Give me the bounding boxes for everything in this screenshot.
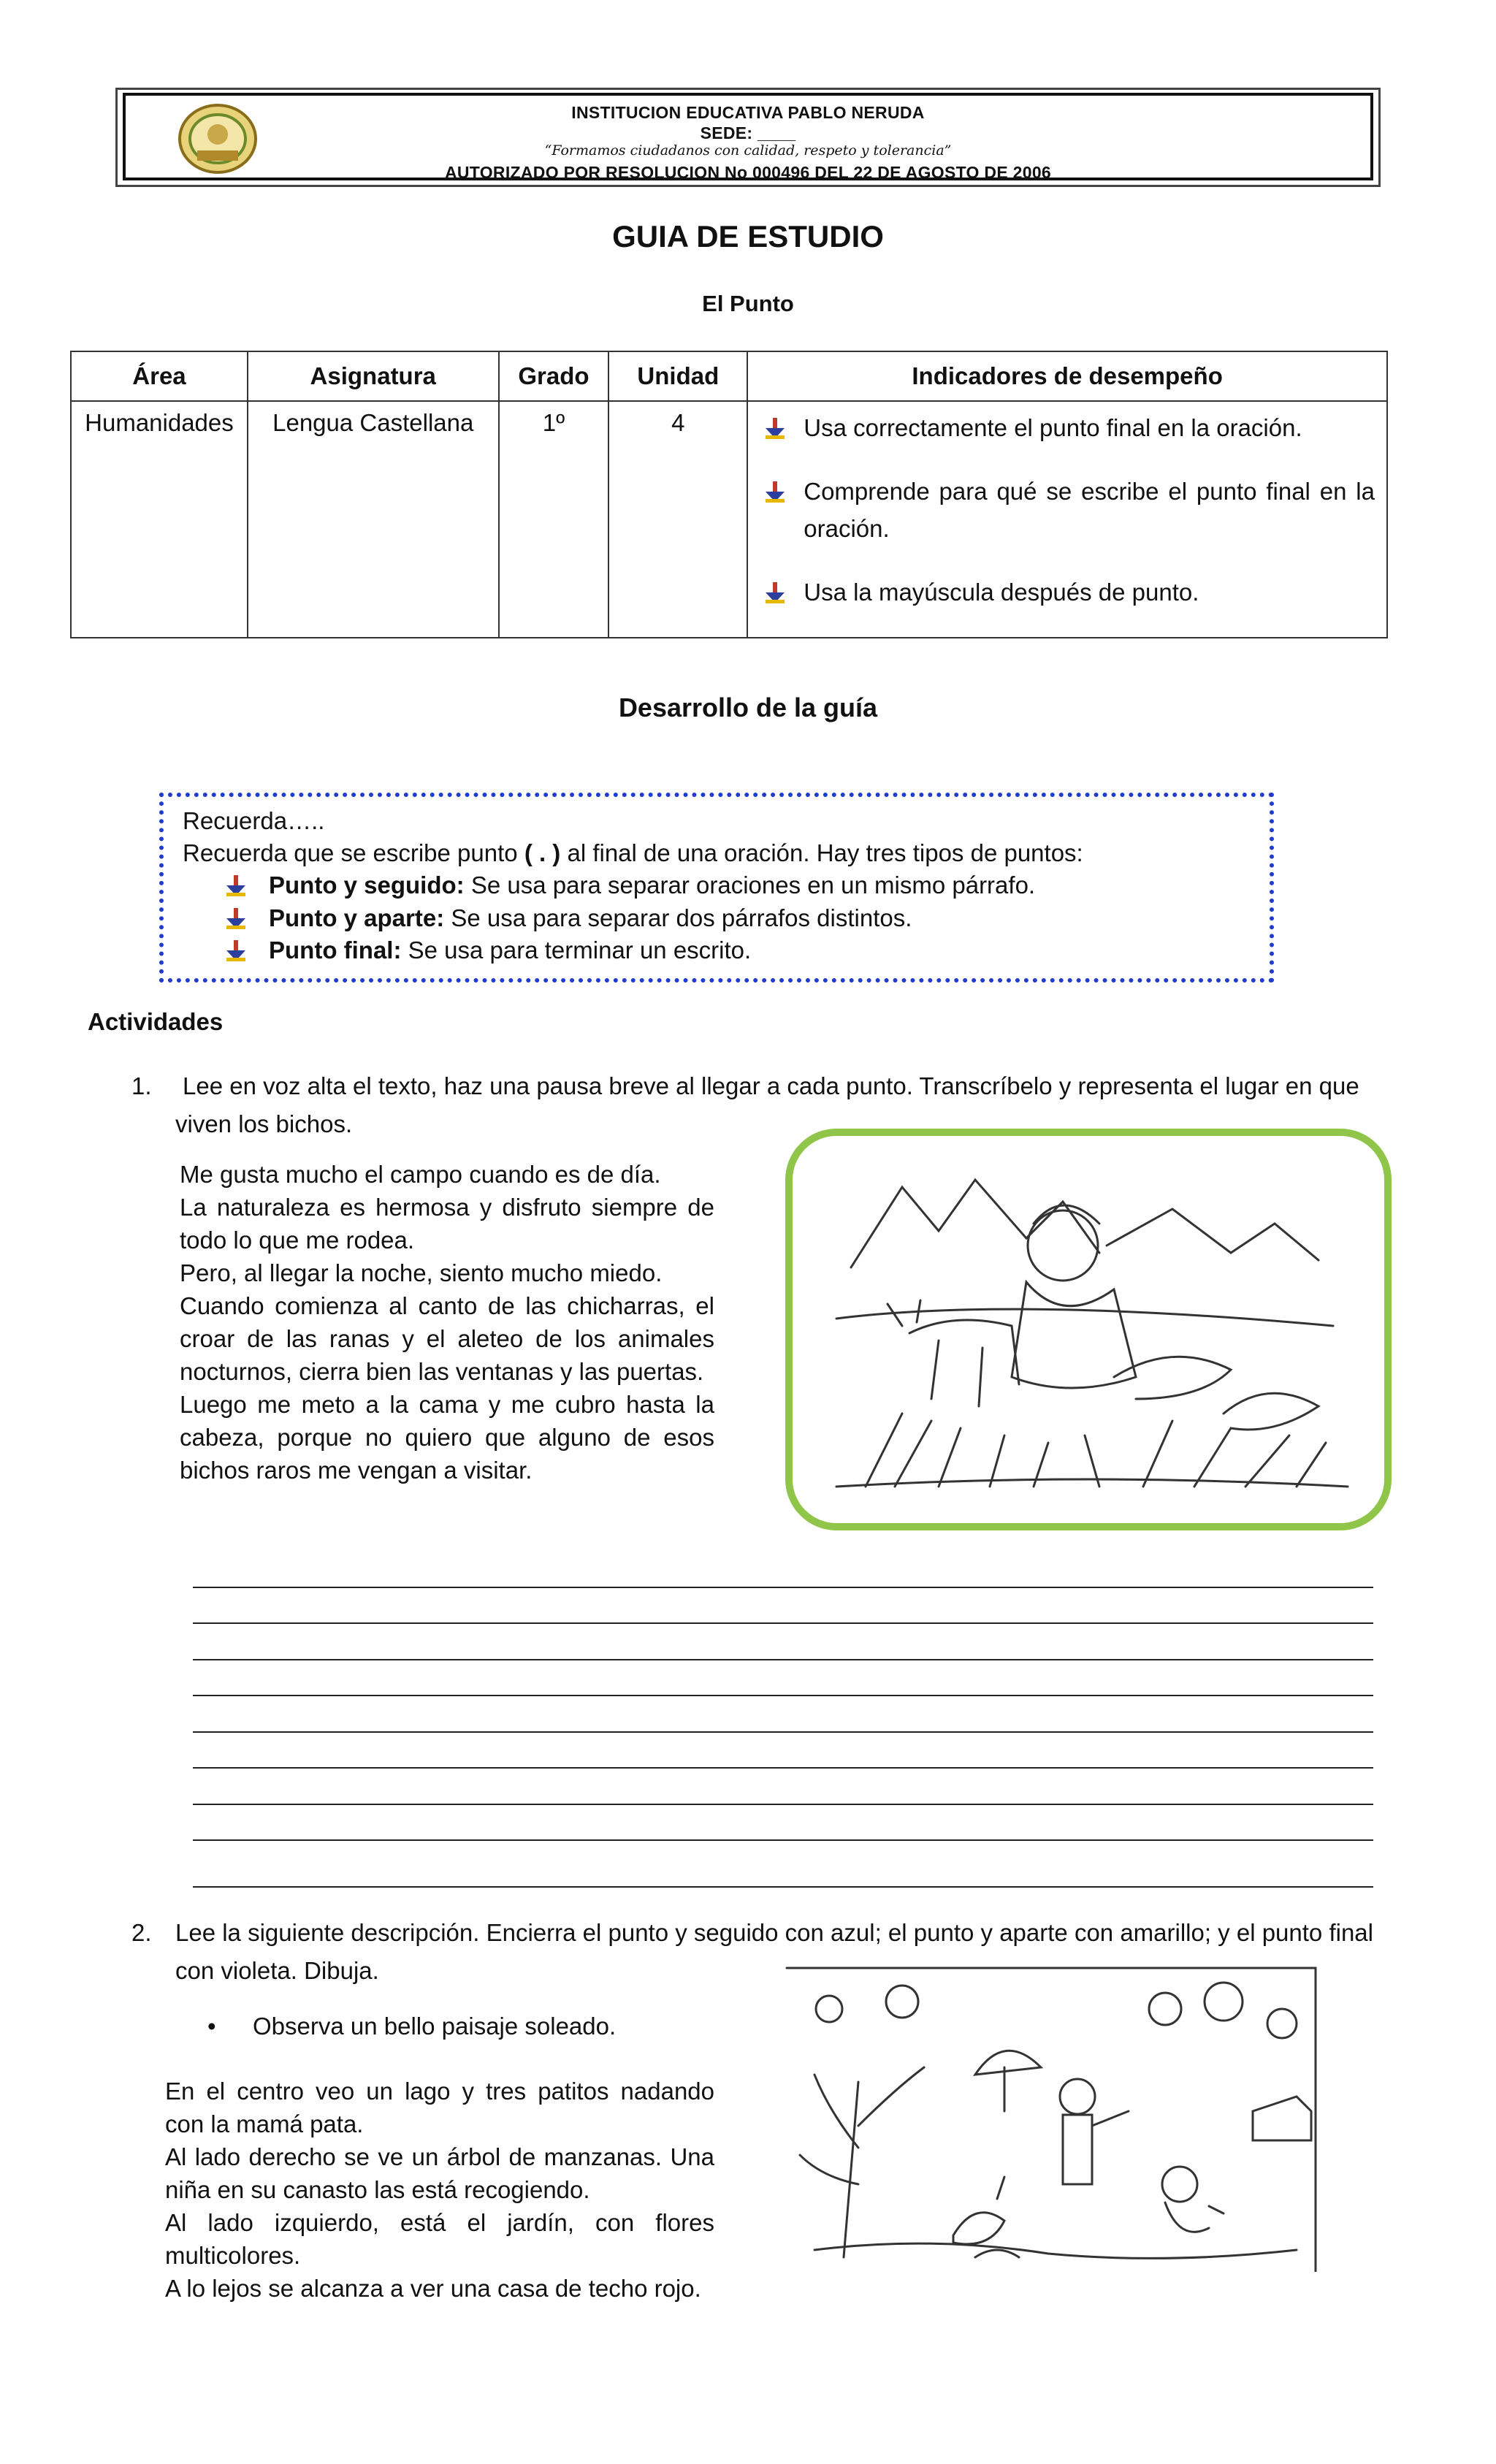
point-type-item: Punto final: Se usa para terminar un escrito.	[269, 937, 752, 964]
arrow-bullet-icon	[763, 416, 787, 441]
cell-indicadores	[747, 401, 1387, 638]
reminder-intro: Recuerda que se escribe punto ( . ) al final de una oración. Hay tres tipos de puntos:	[183, 839, 1083, 866]
header-unidad: Unidad	[608, 351, 747, 401]
header-box	[123, 93, 1373, 180]
cell-grado: 1º	[499, 401, 609, 638]
seasons-landscape-illustration	[785, 1965, 1318, 2272]
institution-motto: “Formamos ciudadanos con calidad, respeto y tolerancia”	[544, 142, 952, 159]
cell-asignatura: Lengua Castellana	[248, 401, 499, 638]
writing-line[interactable]	[193, 1659, 1373, 1660]
writing-line[interactable]	[193, 1886, 1373, 1888]
cell-unidad: 4	[608, 401, 747, 638]
header-grado: Grado	[499, 351, 609, 401]
header-area: Área	[71, 351, 248, 401]
point-type-item: Punto y seguido: Se usa para separar oraciones en un mismo párrafo.	[269, 871, 1036, 899]
page-title: GUIA DE ESTUDIO	[612, 219, 884, 253]
table-row	[71, 401, 1387, 638]
writing-line[interactable]	[193, 1839, 1373, 1841]
writing-line[interactable]	[193, 1622, 1373, 1624]
activity-instruction: Lee la siguiente descripción. Encierra el punto y seguido con azul; el punto y aparte con amarillo; y el punto final	[175, 1919, 1373, 1946]
writing-line[interactable]	[193, 1695, 1373, 1696]
arrow-bullet-icon	[224, 939, 248, 964]
resolution-line: AUTORIZADO POR RESOLUCION No 000496 DEL 22 DE AGOSTO DE 2006	[444, 163, 1052, 180]
institution-name: INSTITUCION EDUCATIVA PABLO NERUDA	[571, 103, 925, 122]
writing-line[interactable]	[193, 1804, 1373, 1805]
description-text: En el centro veo un lago y tres patitos nadando con la mamá pata. Al lado derecho se ve un árbol de manzanas. Una niña en su canasto las está recogiendo. Al lado izquierdo, está el jardín, con flores multicolores. A lo lejos se alcanza a ver una casa de techo rojo.	[165, 2078, 714, 2302]
development-title: Desarrollo de la guía	[618, 693, 878, 722]
header-indicadores: Indicadores de desempeño	[747, 351, 1387, 401]
activities-heading: Actividades	[88, 1008, 224, 1035]
indicator-item: Usa correctamente el punto final en la oración.	[804, 409, 1375, 446]
observation-bullet: Observa un bello paisaje soleado.	[253, 2013, 617, 2040]
arrow-bullet-icon	[763, 581, 787, 606]
writing-line[interactable]	[193, 1587, 1373, 1588]
school-logo	[175, 102, 260, 175]
writing-line[interactable]	[193, 1767, 1373, 1769]
illustration-frame	[785, 1129, 1392, 1530]
performance-table	[70, 351, 1388, 638]
indicator-item: Usa la mayúscula después de punto.	[804, 573, 1375, 611]
writing-line[interactable]	[193, 1731, 1373, 1733]
arrow-bullet-icon	[224, 874, 248, 899]
table-header-row	[71, 351, 1387, 401]
bullet-dot: •	[207, 2013, 216, 2040]
girl-with-goat-illustration	[793, 1136, 1384, 1523]
page-subtitle: El Punto	[702, 291, 794, 316]
arrow-bullet-icon	[224, 907, 248, 931]
header-asignatura: Asignatura	[248, 351, 499, 401]
activity-instruction-cont: con violeta. Dibuja.	[175, 1957, 379, 1984]
arrow-bullet-icon	[763, 480, 787, 505]
indicator-item: Comprende para qué se escribe el punto final en la oración.	[804, 473, 1375, 547]
activity-instruction-cont: viven los bichos.	[175, 1110, 353, 1137]
sede-line: SEDE: ____	[700, 123, 796, 142]
activity-number: 1.	[131, 1072, 152, 1099]
cell-area: Humanidades	[71, 401, 248, 638]
point-type-item: Punto y aparte: Se usa para separar dos párrafos distintos.	[269, 904, 912, 931]
story-text: Me gusta mucho el campo cuando es de día. La naturaleza es hermosa y disfruto siempre de todo lo que me rodea. Pero, al llegar la noche, siento mucho miedo. Cuando comienza al canto de las chicharras, el croar de las ranas y el aleteo de los animales nocturnos, cierra bien las ventanas y las puertas. Luego me meto a la cama y me cubro hasta la cabeza, porque no quiero que alguno de esos bichos raros me vengan a visitar.	[180, 1161, 714, 1484]
reminder-heading: Recuerda…..	[183, 807, 325, 834]
activity-instruction: Lee en voz alta el texto, haz una pausa breve al llegar a cada punto. Transcríbelo y representa el lugar en que	[183, 1072, 1359, 1099]
activity-number: 2.	[131, 1919, 152, 1946]
